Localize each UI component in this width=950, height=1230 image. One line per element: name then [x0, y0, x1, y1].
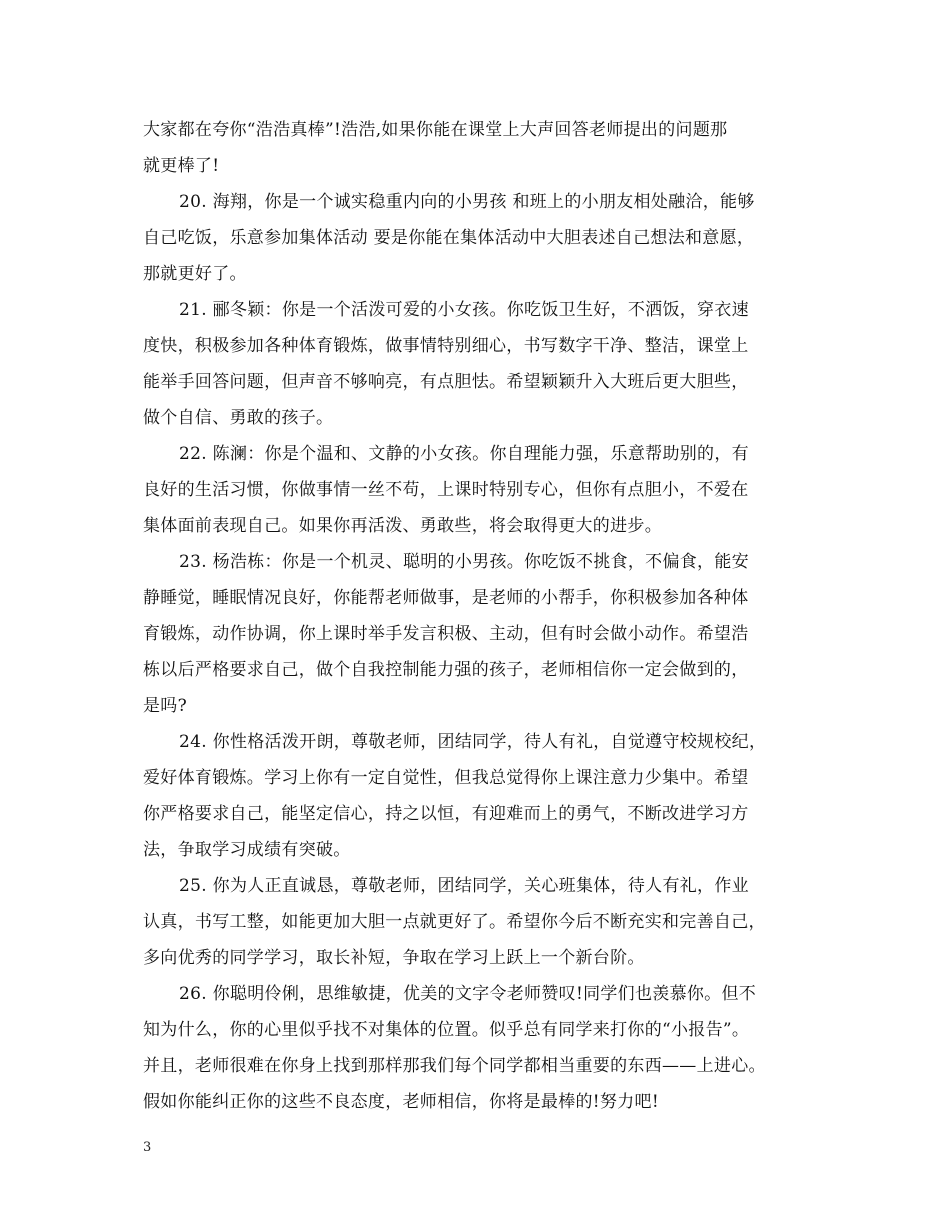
text-line: 并且，老师很难在你身上找到那样那我们每个同学都相当重要的东西——上进心。 — [143, 1056, 766, 1076]
text-line: 那就更好了。 — [143, 264, 247, 284]
text-line: 能举手回答问题，但声音不够响亮，有点胆怯。希望颖颖升入大班后更大胆些， — [143, 372, 749, 392]
paragraph-continuation — [143, 112, 823, 184]
text-line: 21. 郦冬颖：你是一个活泼可爱的小女孩。你吃饭卫生好，不洒饭，穿衣速 — [179, 300, 749, 320]
text-line: 栋以后严格要求自己，做个自我控制能力强的孩子，老师相信你一定会做到的， — [143, 660, 749, 680]
text-line: 23. 杨浩栋：你是一个机灵、聪明的小男孩。你吃饭不挑食，不偏食，能安 — [179, 552, 749, 572]
text-line: 静睡觉，睡眠情况良好，你能帮老师做事，是老师的小帮手，你积极参加各种体 — [143, 588, 749, 608]
paragraph-item-21 — [143, 292, 823, 436]
document-body — [143, 112, 823, 1120]
text-line: 爱好体育锻炼。学习上你有一定自觉性，但我总觉得你上课注意力少集中。希望 — [143, 768, 749, 788]
paragraph-item-25 — [143, 868, 823, 976]
text-line: 法，争取学习成绩有突破。 — [143, 840, 351, 860]
paragraph-item-26 — [143, 976, 823, 1120]
text-line: 假如你能纠正你的这些不良态度，老师相信，你将是最棒的!努力吧! — [143, 1092, 659, 1112]
text-line: 集体面前表现自己。如果你再活泼、勇敢些，将会取得更大的进步。 — [143, 516, 662, 536]
text-line: 知为什么，你的心里似乎找不对集体的位置。似乎总有同学来打你的“小报告”。 — [143, 1020, 750, 1040]
text-line: 多向优秀的同学学习，取长补短，争取在学习上跃上一个新台阶。 — [143, 948, 645, 968]
text-line: 20. 海翔，你是一个诚实稳重内向的小男孩 和班上的小朋友相处融洽，能够 — [179, 192, 755, 212]
paragraph-item-24 — [143, 724, 823, 868]
text-line: 大家都在夸你“浩浩真棒”!浩浩,如果你能在课堂上大声回答老师提出的问题那 — [143, 120, 728, 140]
paragraph-item-20 — [143, 184, 823, 292]
page-number: 3 — [143, 1140, 152, 1155]
text-line: 24. 你性格活泼开朗，尊敬老师，团结同学，待人有礼，自觉遵守校规校纪， — [179, 732, 767, 752]
text-line: 育锻炼，动作协调，你上课时举手发言积极、主动，但有时会做小动作。希望浩 — [143, 624, 749, 644]
text-line: 自己吃饭，乐意参加集体活动 要是你能在集体活动中大胆表述自己想法和意愿， — [143, 228, 755, 248]
text-line: 是吗? — [143, 696, 188, 716]
text-line: 度快，积极参加各种体育锻炼，做事情特别细心，书写数字干净、整洁，课堂上 — [143, 336, 749, 356]
text-line: 认真，书写工整，如能更加大胆一点就更好了。希望你今后不断充实和完善自己， — [143, 912, 766, 932]
text-line: 就更棒了! — [143, 156, 220, 176]
paragraph-item-22 — [143, 436, 823, 544]
paragraph-item-23 — [143, 544, 823, 724]
text-line: 25. 你为人正直诚恳，尊敬老师，团结同学，关心班集体，待人有礼，作业 — [179, 876, 749, 896]
text-line: 你严格要求自己，能坚定信心，持之以恒，有迎难而上的勇气，不断改进学习方 — [143, 804, 749, 824]
text-line: 做个自信、勇敢的孩子。 — [143, 408, 334, 428]
text-line: 良好的生活习惯，你做事情一丝不苟，上课时特别专心，但你有点胆小，不爱在 — [143, 480, 749, 500]
text-line: 26. 你聪明伶俐，思维敏捷，优美的文字令老师赞叹!同学们也羡慕你。但不 — [179, 984, 757, 1004]
text-line: 22. 陈澜：你是个温和、文静的小女孩。你自理能力强，乐意帮助别的，有 — [179, 444, 749, 464]
